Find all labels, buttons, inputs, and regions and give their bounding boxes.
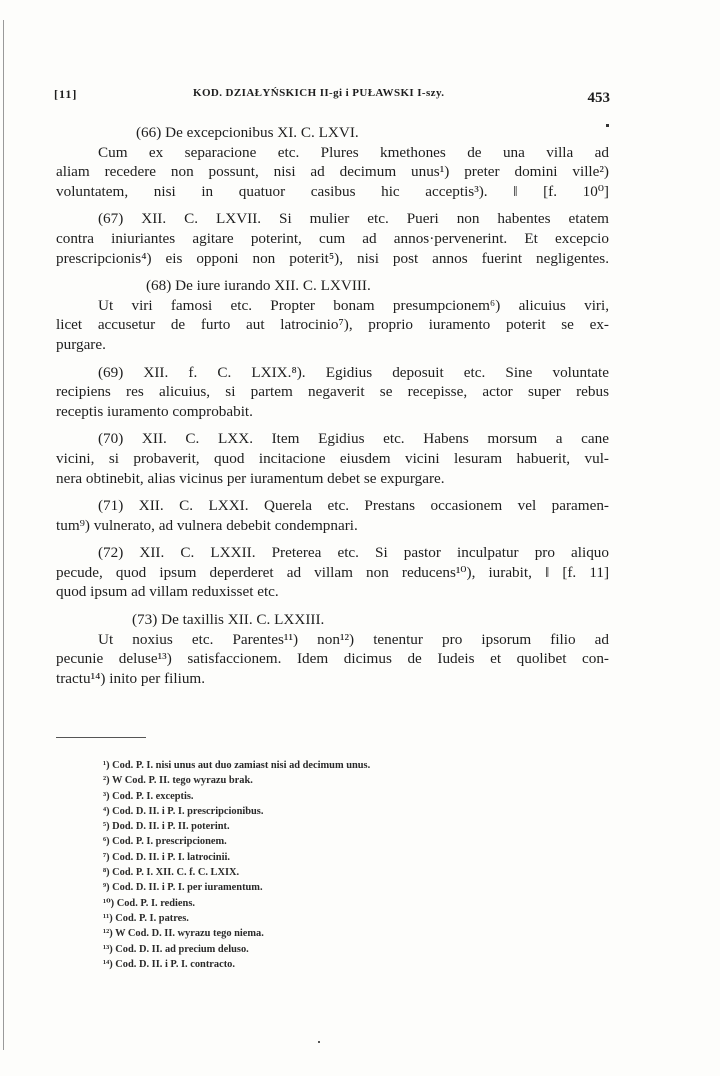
bottom-dot [318,1041,320,1043]
section-69 [56,363,609,422]
text-line: recipiens res alicuius, si partem negaverit se recepisse, actor super rebus [56,383,609,401]
running-title: KOD. DZIAŁYŃSKICH II-gi i PUŁAWSKI I-szy. [193,87,445,99]
section-heading: (73) De taxillis XII. C. LXXIII. [132,611,325,629]
section-68 [56,276,609,354]
text-line: pecude, quod ipsum deperderet ad villam non reducens¹⁰), iurabit, ‖ [f. 11] [56,563,609,581]
text-line: (71) XII. C. LXXI. Querela etc. Prestans occasionem vel paramen- [98,497,609,515]
footnote-rule [56,737,146,738]
footnote: ⁸) Cod. P. I. XII. C. f. C. LXIX. [103,867,240,879]
section-71 [56,496,609,535]
folio-marker: [11] [54,87,78,101]
footnote: ¹¹) Cod. P. I. patres. [103,912,189,924]
text-line: tractu¹⁴) inito per filium. [56,669,206,687]
text-line: receptis iuramento comprobabit. [56,402,253,420]
section-73 [56,610,609,688]
text-line: tum⁹) vulnerato, ad vulnera debebit condempnari. [56,516,358,534]
text-line: voluntatem, nisi in quatuor casibus hic acceptis³). ‖ [f. 10⁰] [56,182,609,200]
text-line: quod ipsum ad villam reduxisset etc. [56,583,279,601]
text-line: (69) XII. f. C. LXIX.⁸). Egidius deposuit etc. Sine voluntate [98,363,609,381]
section-70 [56,429,609,488]
binding-edge-line [3,20,4,1050]
section-66 [56,123,609,201]
footnote: ⁴) Cod. D. II. i P. I. prescripcionibus. [103,805,264,817]
footnote: ¹⁴) Cod. D. II. i P. I. contracto. [103,958,235,970]
text-line: contra iniuriantes agitare poterint, cum ad annos·pervenerint. Et excepcio [56,229,609,247]
footnote: ⁹) Cod. D. II. i P. I. per iuramentum. [103,882,263,894]
text-line: (72) XII. C. LXXII. Preterea etc. Si pastor inculpatur pro aliquo [98,544,609,562]
text-line: prescripcionis⁴) eis opponi non poterit⁵), nisi post annos fuerint negligentes. [56,249,609,267]
text-line: Ut noxius etc. Parentes¹¹) non¹²) tenentur pro ipsorum filio ad [98,630,609,648]
footnote: ¹) Cod. P. I. nisi unus aut duo zamiast nisi ad decimum unus. [103,760,371,771]
footnote: ¹⁰) Cod. P. I. rediens. [103,897,195,909]
section-heading: (68) De iure iurando XII. C. LXVIII. [146,277,371,295]
footnote: ²) W Cod. P. II. tego wyrazu brak. [103,775,253,787]
text-line: (70) XII. C. LXX. Item Egidius etc. Habens morsum a cane [98,430,609,448]
text-line: nera obtinebit, alias vicinus per iuramentum debet se expurgare. [56,469,445,487]
text-line: (67) XII. C. LXVII. Si mulier etc. Pueri non habentes etatem [98,210,609,228]
text-line: purgare. [56,335,106,353]
running-header [50,84,610,114]
text-line: licet accusetur de furto aut latrocinio⁷), proprio iuramento poterit se ex- [56,316,609,334]
text-line: Cum ex separacione etc. Plures kmethones de una villa ad [98,143,609,161]
text-line: Ut viri famosi etc. Propter bonam presumpcionem⁶) alicuius viri, [98,296,609,314]
text-line: aliam recedere non possunt, nisi ad decimum unus¹) preter domini ville²) [56,163,609,181]
footnote: ⁷) Cod. D. II. i P. I. latrocinii. [103,851,230,863]
footnote: ⁵) Dod. D. II. i P. II. poterint. [103,821,230,833]
section-heading: (66) De excepcionibus XI. C. LXVI. [136,124,359,141]
section-67 [56,209,609,268]
page-number: 453 [587,90,610,106]
text-line: pecunie deluse¹³) satisfaccionem. Idem dicimus de Iudeis et quolibet con- [56,650,609,668]
footnote: ⁶) Cod. P. I. prescripcionem. [103,836,227,848]
footnote: ³) Cod. P. I. exceptis. [103,790,194,802]
footnote: ¹²) W Cod. D. II. wyrazu tego niema. [103,928,264,940]
footnote: ¹³) Cod. D. II. ad precium deluso. [103,943,249,955]
main-text [56,123,609,696]
footnotes [103,758,563,972]
text-line: vicini, si probaverit, quod incitacione eiusdem vicini lesuram habuerit, vul- [56,449,609,467]
section-72 [56,543,609,602]
